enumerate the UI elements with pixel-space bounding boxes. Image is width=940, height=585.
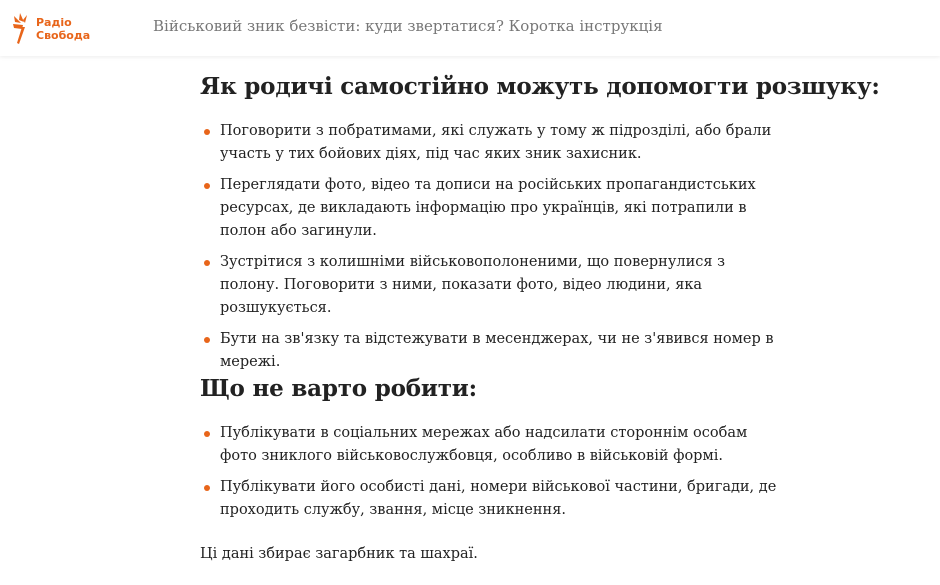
bullet-dot-icon xyxy=(204,260,210,266)
site-header xyxy=(0,0,940,56)
list-item-text: Поговорити з побратимами, які служать у тому ж підрозділі, або брали участь у тих бойових діях, під час яких зник захисник. xyxy=(220,123,772,162)
site-logo[interactable] xyxy=(10,10,90,48)
logo-line-2: Свобода xyxy=(36,29,91,42)
list-item-text: Публікувати в соціальних мережах або надсилати стороннім особам фото зниклого військовослужбовця, особливо в військовій формі. xyxy=(220,425,748,464)
list-item xyxy=(200,328,780,374)
closing-note: Ці дані збирає загарбник та шахраї. xyxy=(200,546,478,562)
heading-what-not-to-do: Що не варто робити: xyxy=(200,375,477,402)
avoid-list xyxy=(200,422,780,530)
list-item-text: Публікувати його особисті дані, номери військової частини, бригади, де проходить службу, звання, місце зникнення. xyxy=(220,479,777,518)
list-item-text: Переглядати фото, відео та дописи на російських пропагандистських ресурсах, де викладають інформацію про українців, які потрапили в полон або загинули. xyxy=(220,177,756,239)
list-item xyxy=(200,251,780,320)
heading-how-relatives-can-help: Як родичі самостійно можуть допомогти розшуку: xyxy=(200,73,880,100)
logo-wordmark xyxy=(36,16,90,42)
torch-logo-icon xyxy=(10,10,34,48)
logo-line-1: Радіо xyxy=(36,16,72,29)
list-item-text: Бути на зв'язку та відстежувати в месенджерах, чи не з'явився номер в мережі. xyxy=(220,331,774,370)
bullet-dot-icon xyxy=(204,183,210,189)
list-item xyxy=(200,120,780,166)
list-item xyxy=(200,476,780,522)
bullet-dot-icon xyxy=(204,431,210,437)
help-list xyxy=(200,120,780,382)
list-item xyxy=(200,174,780,243)
bullet-dot-icon xyxy=(204,485,210,491)
bullet-dot-icon xyxy=(204,337,210,343)
bullet-dot-icon xyxy=(204,129,210,135)
article-header-title[interactable]: Військовий зник безвісти: куди звертатися? Коротка інструкція xyxy=(153,17,663,35)
list-item xyxy=(200,422,780,468)
list-item-text: Зустрітися з колишніми військовополоненими, що повернулися з полону. Поговорити з ними, показати фото, відео людини, яка розшукується. xyxy=(220,254,726,316)
